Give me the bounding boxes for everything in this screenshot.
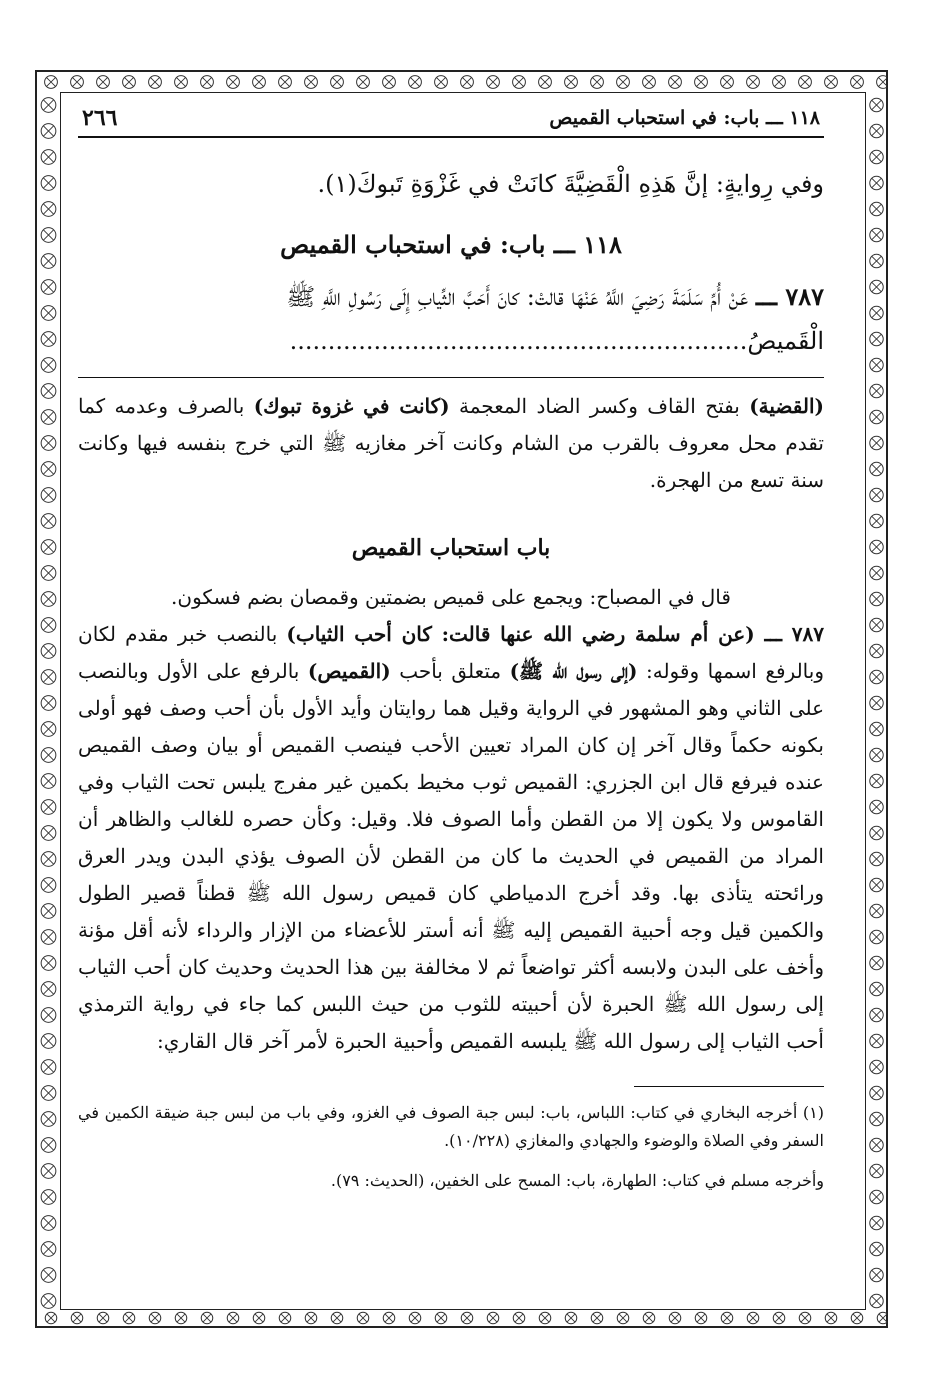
hadith-number: ٧٨٧ ـــ — [755, 282, 824, 311]
ornament-motif — [747, 1312, 759, 1324]
ornament-motif — [383, 76, 396, 89]
ornament-motif — [870, 696, 883, 709]
ornament-motif — [617, 1312, 629, 1324]
ornament-motif — [870, 98, 883, 111]
ornament-motif — [721, 1312, 733, 1324]
ornament-motif — [41, 514, 56, 529]
ornament-motif — [870, 358, 883, 371]
ornament-motif — [539, 76, 552, 89]
hadith-text — [78, 275, 824, 363]
ornament-motif — [870, 618, 883, 631]
ornament-motif — [45, 1312, 57, 1324]
ornament-motif — [149, 1312, 161, 1324]
ornament-motif — [41, 280, 56, 295]
ornament-motif — [41, 982, 56, 997]
ornament-motif — [357, 1312, 369, 1324]
term-qadiyya: (القضية) — [749, 394, 824, 418]
ornament-motif — [435, 76, 448, 89]
ornament-motif — [870, 436, 883, 449]
ornament-motif — [41, 202, 56, 217]
ornament-motif — [279, 76, 292, 89]
ornament-motif — [870, 670, 883, 683]
ornament-motif — [227, 1312, 239, 1324]
chapter-title: ١١٨ ـــ باب: في استحباب القميص — [280, 230, 622, 259]
ornament-motif — [71, 1312, 83, 1324]
ornament-motif — [41, 722, 56, 737]
ornament-motif — [513, 1312, 525, 1324]
ornament-border-right — [866, 92, 887, 1310]
ornament-motif — [253, 1312, 265, 1324]
ornament-motif — [870, 982, 883, 995]
ornament-motif — [97, 1312, 109, 1324]
ornament-motif — [870, 1034, 883, 1047]
footnote-2: وأخرجه مسلم في كتاب: الطهارة، باب: المسح على الخفين، (الحديث: ٧٩). — [330, 1171, 824, 1190]
ornament-motif — [409, 1312, 421, 1324]
ornament-motif — [41, 878, 56, 893]
main-separator — [78, 377, 824, 378]
ornament-motif — [870, 306, 883, 319]
ornament-motif — [201, 1312, 213, 1324]
ornament-motif — [695, 1312, 707, 1324]
ornament-motif — [41, 254, 56, 269]
ornament-motif — [41, 332, 56, 347]
ornament-motif — [591, 1312, 603, 1324]
ornament-motif — [41, 826, 56, 841]
ornament-motif — [870, 644, 883, 657]
ornament-motif — [851, 1312, 863, 1324]
ornament-motif — [41, 1294, 56, 1309]
ornament-motif — [773, 76, 786, 89]
ornament-motif — [461, 76, 474, 89]
ornament-motif — [41, 410, 56, 425]
ornament-motif — [41, 540, 56, 555]
ornament-motif — [41, 566, 56, 581]
ornament-motif — [123, 1312, 135, 1324]
page-number: ٢٦٦ — [82, 105, 118, 131]
page-content — [78, 100, 824, 1195]
footnote-1: (١) أخرجه البخاري في كتاب: اللباس، باب: لبس جبة الصوف في الغزو، وفي باب من لبس جبة ضيقة الكمين في السفر وفي الصلاة والوضوء والجهادي والمغازي (١٠/٢٢٨). — [78, 1103, 824, 1150]
ornament-motif — [870, 722, 883, 735]
ornament-motif — [870, 566, 883, 579]
ornament-motif — [201, 76, 214, 89]
ornament-motif — [877, 76, 887, 89]
ornament-motif — [870, 904, 883, 917]
ornament-motif — [41, 176, 56, 191]
ornament-motif — [591, 76, 604, 89]
ornament-motif — [41, 852, 56, 867]
ornament-motif — [41, 930, 56, 945]
commentary-text-2b: متعلق بأحب — [390, 659, 510, 683]
ornament-motif — [870, 956, 883, 969]
ornament-motif — [41, 1190, 56, 1205]
ornament-motif — [870, 1112, 883, 1125]
ornament-motif — [41, 644, 56, 659]
term-tabuk: (كانت في غزوة تبوك) — [253, 394, 450, 418]
ornament-motif — [461, 1312, 473, 1324]
ornament-motif — [41, 124, 56, 139]
term-qamis: (القميص) — [307, 659, 391, 683]
ornament-motif — [669, 1312, 681, 1324]
ornament-motif — [643, 1312, 655, 1324]
ornament-motif — [487, 1312, 499, 1324]
ornament-motif — [870, 878, 883, 891]
ornament-motif — [41, 462, 56, 477]
ornament-motif — [565, 76, 578, 89]
page-header — [78, 100, 824, 138]
ornament-motif — [825, 76, 838, 89]
ornament-motif — [41, 1034, 56, 1049]
ornament-motif — [305, 1312, 317, 1324]
ornament-motif — [870, 488, 883, 501]
hadith-line-1: عَنْ أُمِّ سَلَمَةَ رَضِيَ اللَّهُ عَنْهَا قالتْ: كانَ أَحَبَّ الثِّيابِ إِلَى رَسُولِ اللَّهِ ﷺ — [286, 283, 749, 311]
ornament-motif — [41, 670, 56, 685]
ornament-motif — [383, 1312, 395, 1324]
ornament-motif — [870, 592, 883, 605]
ornament-motif — [41, 618, 56, 633]
ornament-motif — [747, 76, 760, 89]
ornament-motif — [41, 358, 56, 373]
misbah-quote: قال في المصباح: ويجمع على قميص بضمتين وقمصان بضم فسكون. — [171, 585, 731, 609]
ornament-motif — [41, 748, 56, 763]
ornament-motif — [279, 1312, 291, 1324]
ornament-motif — [149, 76, 162, 89]
ornament-motif — [41, 1138, 56, 1153]
ornament-motif — [41, 150, 56, 165]
ornament-motif — [539, 1312, 551, 1324]
ornament-motif — [97, 76, 110, 89]
ornament-motif — [870, 930, 883, 943]
ornament-motif — [870, 410, 883, 423]
commentary-text-1b: بالصرف وعدمه كما تقدم محل معروف بالقرب من الشام وكانت آخر مغازيه ﷺ التي خرج بنفسه فيها وكانت سنة تسع من الهجرة. — [78, 394, 824, 492]
ornament-motif — [799, 76, 812, 89]
ornament-motif — [870, 800, 883, 813]
ornament-motif — [870, 1164, 883, 1177]
ornament-motif — [123, 76, 136, 89]
ornament-motif — [305, 76, 318, 89]
ornament-motif — [870, 202, 883, 215]
ornament-motif — [357, 76, 370, 89]
ornament-motif — [41, 1060, 56, 1075]
ornament-motif — [643, 76, 656, 89]
ornament-motif — [870, 1216, 883, 1229]
ornament-motif — [870, 1190, 883, 1203]
ornament-motif — [227, 76, 240, 89]
ornament-motif — [825, 1312, 837, 1324]
section-title: باب استحباب القميص — [351, 535, 551, 561]
ornament-motif — [870, 1268, 883, 1281]
ornament-motif — [870, 1008, 883, 1021]
ornament-motif — [877, 1312, 887, 1324]
ornament-motif — [870, 254, 883, 267]
commentary-text-2c: بالرفع على الأول وبالنصب على الثاني وهو المشهور في الرواية وقيل هما روايتان وأيد الأول بأن أحب وصف فهو أولى بكونه حكماً وقال آخر إن كان المراد تعيين الأحب فينصب القميص أو بيان وصف القميص عنده فيرفع قال ابن الجزري: القميص ثوب مخيط بكمين غير مفرج يلبس تحت الثياب وفي القاموس ولا يكون إلا من القطن وأما الصوف فلا. وقيل: وكأن حصره للغالب والظاهر أن المراد من القميص في الحديث ما كان من القطن لأن الصوف يؤذي البدن ويدر العرق ورائحته يتأذى بها. وقد أخرج الدمياطي كان قميص رسول الله ﷺ قطناً قصير الطول والكمين قيل وجه أحبية القميص إليه ﷺ أنه أستر للأعضاء من الإزار والرداء لأنه أقل مؤنة وأخف على البدن ولابسه أكثر تواضعاً ثم لا مخالفة بين هذا الحديث وحديث كان أحب الثياب إلى رسول الله ﷺ الحبرة لأن أحبيته للثوب من حيث اللبس كما جاء في رواية الترمذي أحب الثياب إلى رسول الله ﷺ يلبسه القميص وأحبية الحبرة لأمر آخر قال القاري: — [78, 659, 824, 1053]
ornament-border-bottom — [38, 1309, 887, 1327]
ornament-motif — [851, 76, 864, 89]
commentary-paragraph-1 — [78, 388, 824, 499]
ornament-motif — [175, 76, 188, 89]
ornament-motif — [669, 76, 682, 89]
commentary-text-1a: بفتح القاف وكسر الضاد المعجمة — [449, 394, 750, 418]
ornament-motif — [41, 306, 56, 321]
ornament-motif — [565, 1312, 577, 1324]
commentary-lead: ٧٨٧ ـــ (عن أم سلمة رضي الله عنها قالت: كان أحب الثياب) — [286, 622, 825, 646]
ornament-motif — [41, 1086, 56, 1101]
ornament-motif — [870, 280, 883, 293]
ornament-border-top — [38, 72, 887, 92]
ornament-border-left — [37, 92, 60, 1310]
ornament-motif — [409, 76, 422, 89]
running-title: ١١٨ ـــ باب: في استحباب القميص — [549, 107, 820, 129]
commentary-paragraph-2 — [78, 616, 824, 1060]
ornament-motif — [41, 956, 56, 971]
ornament-motif — [870, 774, 883, 787]
ornament-motif — [870, 1086, 883, 1099]
ornament-motif — [71, 76, 84, 89]
ornament-motif — [721, 76, 734, 89]
ornament-motif — [41, 384, 56, 399]
ornament-motif — [773, 1312, 785, 1324]
intro-line: وفي رِوايةٍ: إنَّ هَذِهِ الْقَضِيَّةَ كانَتْ في غَزْوَةِ تَبوكَ(١). — [317, 170, 824, 198]
ornament-motif — [870, 540, 883, 553]
ornament-motif — [45, 76, 58, 89]
ornament-motif — [41, 696, 56, 711]
hadith-line-2: الْقَميصُ — [747, 327, 824, 355]
ornament-motif — [870, 1138, 883, 1151]
ornament-motif — [41, 904, 56, 919]
ornament-motif — [870, 124, 883, 137]
term-rasul: (إلى رسول الله ﷺ) — [509, 659, 638, 683]
ornament-motif — [41, 592, 56, 607]
ornament-motif — [870, 228, 883, 241]
ornament-motif — [331, 76, 344, 89]
ornament-motif — [41, 1008, 56, 1023]
hadith-dots: ............................................................ — [289, 327, 748, 355]
ornament-motif — [41, 1242, 56, 1257]
ornament-motif — [870, 462, 883, 475]
ornament-motif — [695, 76, 708, 89]
ornament-motif — [870, 748, 883, 761]
ornament-motif — [175, 1312, 187, 1324]
ornament-motif — [41, 1216, 56, 1231]
ornament-motif — [41, 1164, 56, 1179]
ornament-motif — [870, 384, 883, 397]
commentary-text-2a: بالنصب خبر مقدم لكان وبالرفع اسمها وقوله: — [78, 622, 824, 683]
ornament-motif — [513, 76, 526, 89]
ornament-motif — [870, 1060, 883, 1073]
ornament-motif — [41, 228, 56, 243]
ornament-motif — [41, 800, 56, 815]
ornament-motif — [331, 1312, 343, 1324]
ornament-motif — [487, 76, 500, 89]
ornament-motif — [870, 176, 883, 189]
ornament-motif — [41, 98, 56, 113]
ornament-motif — [41, 488, 56, 503]
ornament-motif — [870, 1294, 883, 1307]
ornament-motif — [870, 332, 883, 345]
ornament-motif — [41, 436, 56, 451]
ornament-motif — [41, 1112, 56, 1127]
ornament-motif — [870, 150, 883, 163]
footnote-separator — [634, 1086, 824, 1087]
ornament-motif — [435, 1312, 447, 1324]
ornament-motif — [870, 852, 883, 865]
ornament-motif — [41, 774, 56, 789]
ornament-motif — [870, 826, 883, 839]
ornament-motif — [870, 514, 883, 527]
ornament-motif — [870, 1242, 883, 1255]
ornament-motif — [41, 1268, 56, 1283]
ornament-motif — [799, 1312, 811, 1324]
ornament-motif — [253, 76, 266, 89]
ornament-motif — [617, 76, 630, 89]
